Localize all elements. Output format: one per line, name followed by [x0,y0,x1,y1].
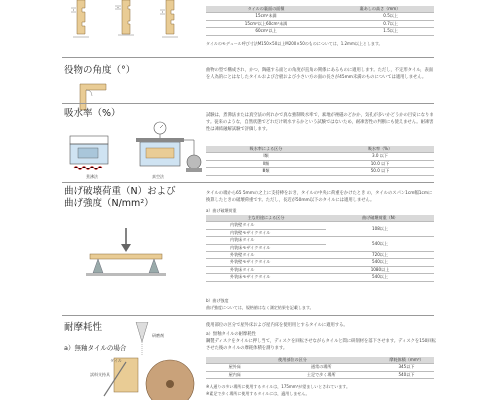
table-cell: 540以上 [326,259,434,266]
table-cell: 540以上 [326,237,434,252]
abrasion-text1: 使用部位の区分で屋外床および屋内床を使用用とするタイルに適用する。 [206,323,348,328]
table-header: 曲げ破壊荷重（N） [326,215,434,222]
table-row [206,364,434,371]
abrasion-title: 耐摩耗性 [64,322,103,333]
abrasion-text3: 鋼製ディスクをタイルに押し当て，ディスクを回転させながらタイルと間に研削材を落下させます。ディスクを150回転させた後のタイルの摩耗体積を測ります。 [206,339,437,351]
abrasion-note2: ※素足で歩く場所に使用するタイルには，適用しません。 [206,391,310,396]
bending-title-line2: 曲げ強度（N/mm²） [64,198,154,209]
absorption-title: 吸水率（%） [64,108,121,119]
backing-height-table [206,6,434,36]
table-cell: 108以上 [326,222,434,237]
bending-note-b: 曲げ強度については，規格値はなく測定結果を記載します。 [206,305,314,310]
table-row [206,20,434,27]
table-row [206,266,434,273]
boil-label: 煮沸法 [86,174,98,179]
table-row [206,160,434,167]
absorption-table [206,146,434,176]
bending-title-line1: 曲げ破壊荷重（N）および [64,186,176,197]
table-cell: 内装壁モザイクタイル [206,229,326,236]
bending-sub-a: a）曲げ破壊荷重 [206,208,237,213]
table-row [206,153,434,160]
table-header: 吸水率（%） [326,146,434,153]
table-cell: 720以上 [326,252,434,259]
bending-table [206,215,434,282]
table-cell: 外装壁モザイクタイル [206,259,326,266]
vacuum-label: 真空法 [152,174,164,179]
abrasion-table [206,357,434,379]
table-header: 使用部位の区分 [206,357,379,364]
backing-note: タイルのモデュール呼び寸法M150×50以上M200×50のものについては，1.2mm以上とします。 [206,41,383,46]
table-row [206,274,434,281]
table-cell: 540以上 [326,274,434,281]
abrasion-text2: a）無釉タイルの耐摩耗性 [206,332,256,337]
corner-text: 曲物の型で構成され，かつ，陶磁する面との角度が直角の関係にあるものに適用します。ただし，不定形タイル，表面を人為的にとはなしたタイルおよび合板および小さい方の面の長さが45mm未満のものについては適用しません。 [206,68,434,80]
table-row [206,371,434,378]
table-header: 主な用途による区分 [206,215,326,222]
abrasion-sub-a: a）無釉タイルの場合 [64,344,127,352]
table-cell: 内装床タイル [206,237,326,244]
table-row [206,13,434,20]
bending-sub-b: b）曲げ強度 [206,298,229,303]
table-cell: 1080以上 [326,266,434,273]
table-cell: 通常の場所 [264,364,379,371]
table-cell: 0.7以上 [326,20,434,27]
table-cell: 60cm²以上 [206,28,326,35]
table-header: 摩耗体積（mm³） [379,357,434,364]
table-cell: 345以下 [379,364,434,371]
table-header: 裏あしの高さ（mm） [326,6,434,13]
table-header: タイルの裏面の面積 [206,6,326,13]
table-cell: 15cm²以上60cm²未満 [206,20,326,27]
table-cell: 外装床タイル [206,266,326,273]
corner-title: 役物の角度（°） [64,65,136,76]
table-cell: 外装壁タイル [206,252,326,259]
table-row [206,28,434,35]
table-row [206,259,434,266]
table-cell: 10.0 以下 [326,160,434,167]
table-cell: 土足で歩く場所 [264,371,379,378]
table-row [206,252,434,259]
tile-backing-illustration [64,0,204,56]
bending-text: タイルの端から65 5mmの之上に支持棒をおき，タイルの中央に荷重をかけたとき の，タイルのスパン1cm幅1cmに換算したときの破壊荷重です。ただし，長辺が50mm以下のタイルには適用しません。 [206,191,433,203]
table-cell: Ⅰ類 [206,153,326,160]
table-row [206,168,434,175]
table-cell: 屋外床 [206,364,264,371]
table-cell: 外装床モザイクタイル [206,274,326,281]
table-cell: 0.5以上 [326,13,434,20]
table-cell: Ⅱ類 [206,160,326,167]
table-row [206,237,434,244]
table-cell: Ⅲ類 [206,168,326,175]
table-cell: 540以下 [379,371,434,378]
table-cell: 屋内床 [206,371,264,378]
tile-label: タイル [110,358,122,363]
table-cell: 3.0 以下 [326,153,434,160]
absorption-text: 試験は，煮沸法または真空法の何れかで真な強制吸水率で，素地が複磁のどかか，気孔が多いかどうかの目安になります。従来のような，自然状態でどれだけ吸水するかという試験ではないため，耐凍害性の判断にも使えません。耐凍害性は凍結融解試験で評価します。 [206,113,434,132]
abrasion-note1: ※人通りの多い場所に使用するタイルは，175mm³が望ましいとされています。 [206,384,350,389]
table-row [206,222,434,229]
table-cell: 内装壁タイル [206,222,326,229]
table-cell: 内装床モザイクタイル [206,244,326,251]
holder-label: 試料支持具 [90,372,110,377]
table-cell: 1.5以上 [326,28,434,35]
abrasive-label: 研磨剤 [152,333,164,338]
table-header: 吸水率による区分 [206,146,326,153]
bending-test-illustration [86,226,166,288]
table-cell: 15cm²未満 [206,13,326,20]
table-cell: 50.0 以下 [326,168,434,175]
